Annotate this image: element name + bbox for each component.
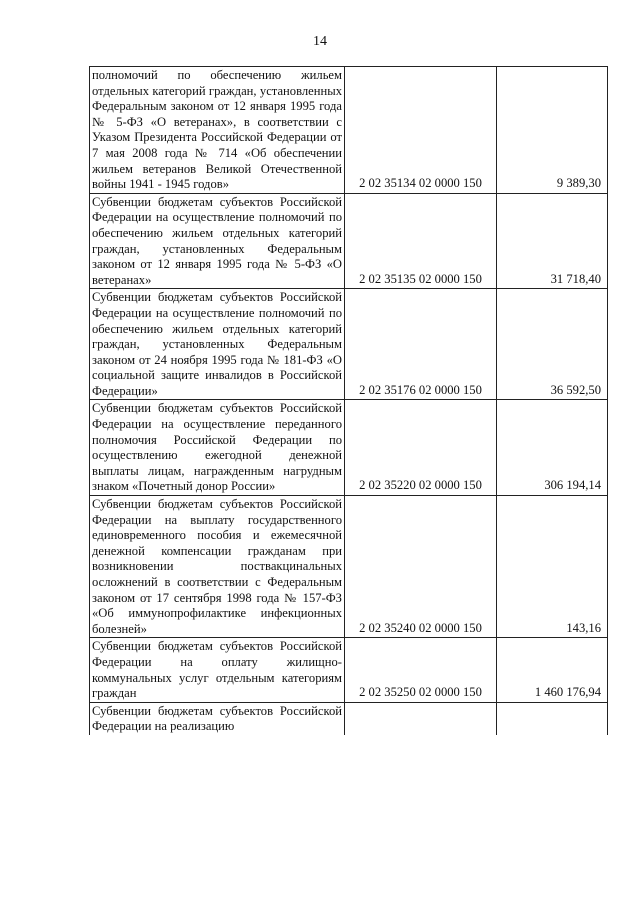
row-amount: 306 194,14 — [497, 400, 608, 496]
row-description: Субвенции бюджетам субъектов Российской Федерации на реализацию — [90, 702, 345, 735]
row-amount: 1 460 176,94 — [497, 638, 608, 702]
row-description: Субвенции бюджетам субъектов Российской Федерации на осуществление переданного полномочия Российской Федерации по осуществлению ежегодной денежной выплаты лицам, награжденным нагрудным знаком «Почетный донор России» — [90, 400, 345, 496]
table-row — [90, 289, 608, 400]
table-row — [90, 193, 608, 289]
row-description: Субвенции бюджетам субъектов Российской Федерации на осуществление полномочий по обеспечению жильем отдельных категорий граждан, установленных Федеральным законом от 24 ноября 1995 года № 181-ФЗ «О социальной защите инвалидов в Российской Федерации» — [90, 289, 345, 400]
row-amount: 143,16 — [497, 496, 608, 638]
row-description: Субвенции бюджетам субъектов Российской Федерации на выплату государственного единовременного пособия и ежемесячной денежной компенсации гражданам при возникновении поствакцинальных осложнений в соответствии с Федеральным законом от 17 сентября 1998 года № 157-ФЗ «Об иммунопрофилактике инфекционных болезней» — [90, 496, 345, 638]
table-row — [90, 400, 608, 496]
page-number: 14 — [313, 34, 327, 49]
row-amount: 9 389,30 — [497, 67, 608, 194]
row-budget-code: 2 02 35176 02 0000 150 — [345, 289, 497, 400]
table-row — [90, 702, 608, 735]
row-amount: 36 592,50 — [497, 289, 608, 400]
row-amount — [497, 702, 608, 735]
row-budget-code — [345, 702, 497, 735]
table-row — [90, 67, 608, 194]
row-budget-code: 2 02 35250 02 0000 150 — [345, 638, 497, 702]
row-budget-code: 2 02 35135 02 0000 150 — [345, 193, 497, 289]
row-budget-code: 2 02 35240 02 0000 150 — [345, 496, 497, 638]
budget-table — [89, 66, 608, 735]
row-description: Субвенции бюджетам субъектов Российской Федерации на оплату жилищно-коммунальных услуг отдельным категориям граждан — [90, 638, 345, 702]
row-budget-code: 2 02 35220 02 0000 150 — [345, 400, 497, 496]
table-row — [90, 496, 608, 638]
row-budget-code: 2 02 35134 02 0000 150 — [345, 67, 497, 194]
table-row — [90, 638, 608, 702]
row-description: полномочий по обеспечению жильем отдельных категорий граждан, установленных Федеральным законом от 12 января 1995 года № 5-ФЗ «О ветеранах», в соответствии с Указом Президента Российской Федерации от 7 мая 2008 года № 714 «Об обеспечении жильем ветеранов Великой Отечественной войны 1941 - 1945 годов» — [90, 67, 345, 194]
row-amount: 31 718,40 — [497, 193, 608, 289]
row-description: Субвенции бюджетам субъектов Российской Федерации на осуществление полномочий по обеспечению жильем отдельных категорий граждан, установленных Федеральным законом от 12 января 1995 года № 5-ФЗ «О ветеранах» — [90, 193, 345, 289]
